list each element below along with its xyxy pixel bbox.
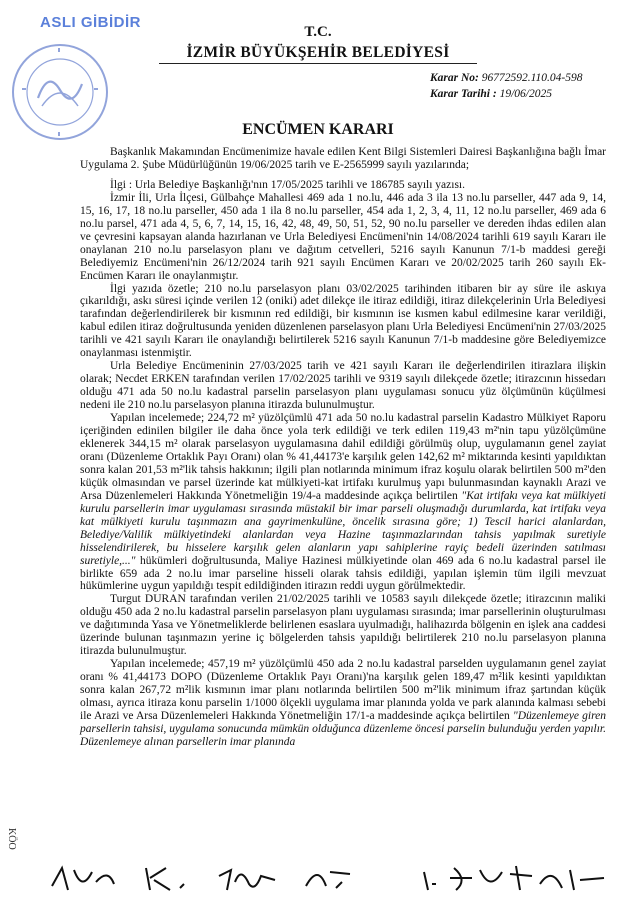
karar-no-label: Karar No: [430, 72, 479, 84]
institution-name: İZMİR BÜYÜKŞEHİR BELEDİYESİ [0, 44, 636, 62]
karar-no-line [430, 71, 583, 86]
paragraph-parcels: İzmir İli, Urla İlçesi, Gülbahçe Mahallesi 469 ada 1 no.lu, 446 ada 3 ila 13 no.lu parseller, 447 ada 9, 14, 15, 16, 17, 18 no.lu parseller, 450 ada 1 ila 8 no.lu parseller, 454 ada 1, 2, 3, 4, 11, 12 no.lu parseller, 469 ada 6 no.lu parsel, 471 ada 4, 5, 6, 7, 14, 15, 16, 42, 48, 49, 50, 51, 52, 90 no.lu parseller ve dereden ihdas edilen alan ve çevresini kapsayan alanda hazırlanan ve Urla Belediyesi Encümeni'nin 14/08/2024 tarihli 619 sayılı Kararı ile onaylanan 210 no.lu parselasyon planı ve dağıtım cetvelleri, 5216 sayılı Kanunun 7/1-b maddesi gereği Belediyemiz Encümeni'nin 26/12/2024 tarih 921 sayılı Encümen Kararı ve 20/02/2025 tarih 260 sayılı Ek-Encümen Kararı ile onaylanmıştır. [80, 191, 606, 282]
karar-no-value: 96772592.110.04-598 [481, 72, 583, 84]
paragraph-erken: Urla Belediye Encümeninin 27/03/2025 tarih ve 421 sayılı Kararı ile değerlendirilen itirazlara ilişkin olarak; Necdet ERKEN tarafından verilen 17/02/2025 tarihli ve 9319 sayılı dilekçede özetle; itirazcının hissedarı olduğu 471 ada 50 no.lu kadastral parselin parselasyon planı uygulaması sonucu yüz ölçümünün küçülmesi nedeni ile 210 no.lu parselasyon planına itirazda bulunulmuştur. [80, 360, 606, 412]
signature-icon [215, 862, 285, 894]
paragraph-objections: İlgi yazıda özetle; 210 no.lu parselasyon planı 03/02/2025 tarihinden itibaren bir ay süre ile askıya çıkarıldığı, askı süresi içinde verilen 12 (oniki) adet dilekçe ile itiraz edildiği, itiraz dilekçelerinin Urla Belediyesi tarafından değerlendirilerek bir kısmının red edildiği, bir kısmının ise kısmen kabul edilmesine karar verildiği, kabul edilen itiraz doğrultusunda yeniden düzenlenen parselasyon planı Urla Belediyesi Encümeni'nin 27/03/2025 tarihli ve 421 sayılı Kararı ile onaylandığı belirtilerek 5216 sayılı Kanunun 7/1-b maddesine göre Belediyemizce onaylanması istenmiştir. [80, 282, 606, 360]
asli-gibidir-stamp: ASLI GİBİDİR [40, 14, 142, 31]
header-tc: T.C. [304, 24, 332, 40]
regulation-quote-1: "Kat irtifakı veya kat mülkiyeti kurulu parsellerin imar uygulaması sırasında müstakil bir imar parseli oluşmadığı durumlarda, kat irtifakı veya kat mülkiyeti kurulu taşınmazın ana gayrimenkulüne, öncelik sırasına göre; 1) Tescil harici alanlardan, Belediye/Valilik mülkiyetindeki alanlardan veya Hazine taşınmazlarından tahsis yapılmak suretiyle hisselendirilerek, bu hisselere karşılık gelen alanların yapı sahiplerine rayiç bedeli üzerinden satılması suretiyle,..." [80, 489, 606, 567]
karar-tarihi-label: Karar Tarihi : [430, 88, 497, 100]
inspection-2-text: Yapılan incelemede; 457,19 m² yüzölçümlü 450 ada 2 no.lu kadastral parselden uygulamanın genel zayiat oranı % 41,44173 DOPO (Düzenleme Ortaklık Payı Oranı)'na karşılık gelen 189,47 m²lik kesinti yapıldıktan sonra kalan 267,72 m²lik kısmının imar planı notlarında belirtilen 500 m²'lik minimum ifraz şartından küçük olması, ayrıca itiraza konu parselin 1/1000 ölçekli uygulama imar planında yolda ve park alanında kalması sebebi ile Arazi ve Arsa Düzenlemeleri Hakkında Yönetmeliğin 17/1-a maddesinde açıkça belirtilen [80, 658, 606, 722]
side-initials: KÖO [6, 828, 17, 850]
signature-icon [300, 862, 360, 894]
paragraph-inspection-2 [80, 658, 606, 749]
paragraph-inspection-1 [80, 412, 606, 593]
regulation-quote-2: "Düzenlemeye giren parsellerin tahsisi, uygulama sonucunda mümkün olduğunca düzenleme öncesi parselin bulunduğu yerden yapılır. Düzenlemeye alınan parsellerin imar planında [80, 709, 606, 748]
signature-icon [420, 862, 610, 894]
inspection-1-conclusion: hükümleri doğrultusunda, Maliye Hazinesi mülkiyetinde olan 469 ada 6 no.lu kadastral parsel ile birlikte 659 ada 2 no.lu imar parseline hisseli olarak tahsis edildiği, yapılan işlemin tüm ilgili mevzuat hükümlerine uygun yapıldığı tespit edildiğinden itirazın reddi uygun görülmektedir. [80, 554, 606, 593]
karar-tarihi-value: 19/06/2025 [499, 88, 552, 100]
paragraph-intro: Başkanlık Makamından Encümenimize havale edilen Kent Bilgi Sistemleri Dairesi Başkanlığına bağlı İmar Uygulama 2. Şube Müdürlüğünün 19/06/2025 tarih ve E-2565999 sayılı yazılarında; [80, 146, 606, 171]
inspection-1-text: Yapılan incelemede; 224,72 m² yüzölçümlü 471 ada 50 no.lu kadastral parselin Kadastro Mülkiyet Raporu içeriğinden edinilen bilgiler ile daha önce yola terk edildiği ve terk edilen 119,43 m²'nin tapu yüzölçümüne eklenerek 344,15 m² olarak parselasyon uygulamasına dahil edildiği görülmüş olup, uygulamanın genel zayiat oranı (Düzenleme Ortaklık Payı Oranı) olan % 41,44173'e karşılık gelen 142,62 m² miktarında kesinti yapıldıktan sonra kalan 201,53 m²'lik tahsis hakkının; ilgili plan notlarında minimum ifraz koşulu olarak belirtilen 500 m²'den küçük olmasından ve parsel üzerinde kat mülkiyeti-kat irtifakı kurulmuş yapı bulunmasından kaynaklı Arazi ve Arsa Düzenlemeleri Hakkında Yönetmeliğin 19/4-a maddesinde açıkça belirtilen [80, 412, 606, 502]
paragraph-duran: Turgut DURAN tarafından verilen 21/02/2025 tarihli ve 10583 sayılı dilekçede özetle; itirazcının maliki olduğu 450 ada 2 no.lu kadastral parselin parselasyon planı uygulaması sırasında; imar parsellerinin oluşturulması ve dağıtımında Yasa ve Yönetmeliklerde belirlenen esaslara uyulmadığı, halihazırda bölgenin en işlek ana caddesi üzerinde bulunan taşınmazın yerine iç bölgelerden tahsis yapıldığı belirtilerek 210 no.lu parselasyon planına itirazda bulunulmuştur. [80, 593, 606, 658]
signature-icon [48, 862, 118, 894]
document-body [80, 146, 606, 749]
karar-tarihi-line [430, 87, 552, 102]
paragraph-ilgi: İlgi : Urla Belediye Başkanlığı'nın 17/05/2025 tarihli ve 186785 sayılı yazısı. [110, 178, 466, 191]
document-title: ENCÜMEN KARARI [242, 121, 394, 138]
signature-icon [140, 862, 200, 894]
